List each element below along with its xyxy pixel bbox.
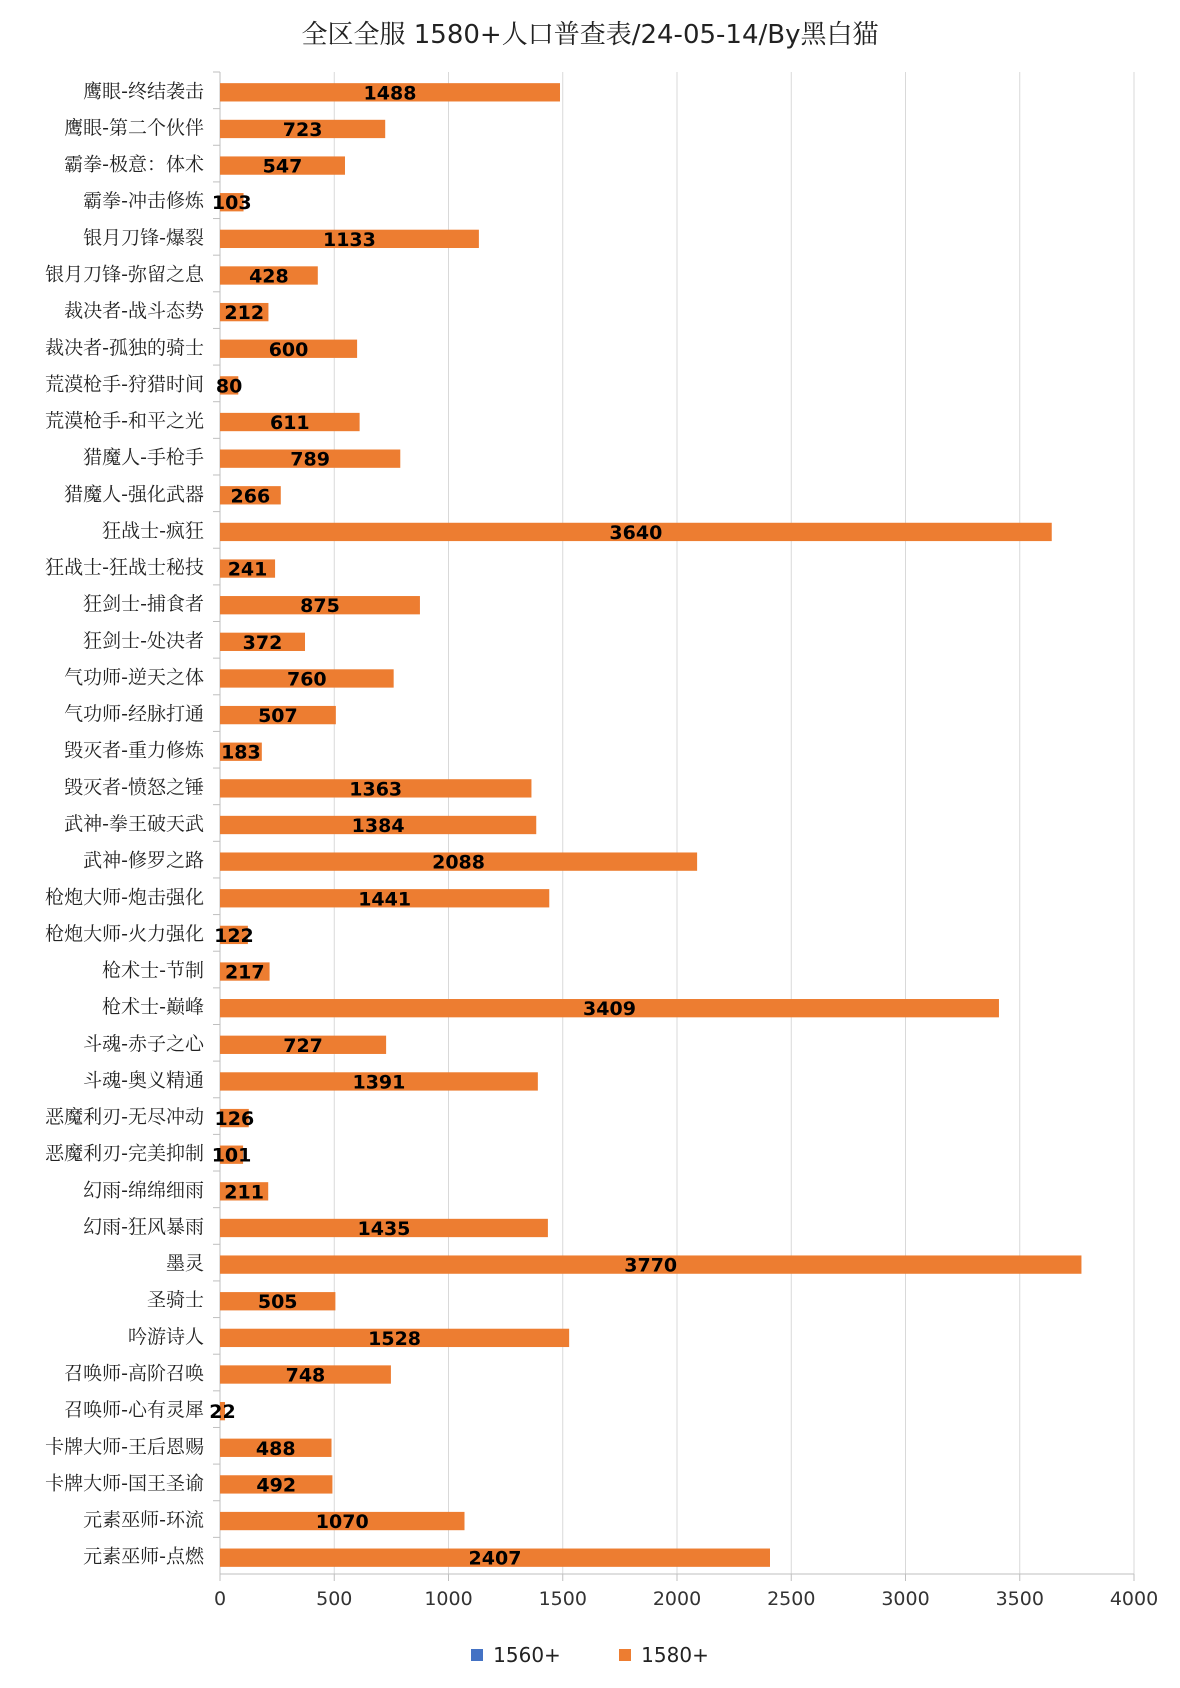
data-label-1580: 492 xyxy=(256,1474,297,1497)
data-label-1580: 122 xyxy=(214,924,254,947)
data-label-1580: 211 xyxy=(224,1181,264,1204)
data-label-1580: 2088 xyxy=(432,851,485,874)
category-label: 狂战士-狂战士秘技 xyxy=(45,556,204,579)
data-label-1580: 126 xyxy=(214,1108,255,1131)
data-label-1580: 547 xyxy=(262,155,303,178)
category-label: 猎魔人-手枪手 xyxy=(83,446,204,469)
category-label: 幻雨-绵绵细雨 xyxy=(83,1179,204,1202)
category-label: 猎魔人-强化武器 xyxy=(64,483,204,506)
x-tick-label-2000: 2000 xyxy=(652,1588,702,1610)
category-label: 枪术士-节制 xyxy=(102,959,204,982)
data-label-1580: 600 xyxy=(268,338,309,361)
data-label-1580: 2407 xyxy=(468,1547,522,1570)
chart-title: 全区全服 1580+人口普查表/24-05-14/By黑白猫 xyxy=(301,20,879,50)
category-label: 鹰眼-终结袭击 xyxy=(83,80,204,103)
category-label: 斗魂-奥义精通 xyxy=(83,1069,204,1092)
data-label-1580: 241 xyxy=(227,558,268,581)
data-label-1580: 611 xyxy=(269,412,310,435)
category-label: 霸拳-冲击修炼 xyxy=(83,190,204,213)
data-label-1580: 3640 xyxy=(609,521,663,544)
category-label: 召唤师-心有灵犀 xyxy=(64,1399,204,1422)
category-label: 枪术士-巅峰 xyxy=(102,996,204,1019)
data-label-1580: 3409 xyxy=(583,998,636,1021)
category-label: 圣骑士 xyxy=(146,1289,204,1312)
data-label-1580: 723 xyxy=(282,118,323,141)
data-label-1580: 1435 xyxy=(357,1217,411,1240)
data-label-1580: 212 xyxy=(224,302,265,325)
category-label: 恶魔利刃-无尽冲动 xyxy=(45,1106,204,1129)
legend-swatch-1560 xyxy=(471,1649,483,1661)
category-label: 银月刀锋-弥留之息 xyxy=(45,263,204,286)
x-tick-label-3500: 3500 xyxy=(995,1588,1044,1610)
legend-label-1560: 1560+ xyxy=(493,1643,561,1667)
data-label-1580: 266 xyxy=(230,485,271,508)
category-label: 斗魂-赤子之心 xyxy=(83,1032,204,1055)
data-label-1580: 1363 xyxy=(349,778,403,801)
category-label: 恶魔利刃-完美抑制 xyxy=(45,1142,204,1165)
category-label: 武神-修罗之路 xyxy=(83,849,204,872)
category-label: 荒漠枪手-狩猎时间 xyxy=(45,373,204,396)
legend xyxy=(0,1642,1180,1667)
category-label: 元素巫师-点燃 xyxy=(83,1545,204,1568)
legend-swatch-1580 xyxy=(619,1649,631,1661)
data-label-1580: 372 xyxy=(242,631,283,654)
category-label: 墨灵 xyxy=(165,1252,204,1275)
data-label-1580: 760 xyxy=(286,668,327,691)
data-label-1580: 789 xyxy=(290,448,330,471)
category-label: 荒漠枪手-和平之光 xyxy=(45,410,204,433)
category-label: 卡牌大师-国王圣谕 xyxy=(45,1472,204,1495)
category-label: 气功师-逆天之体 xyxy=(64,666,204,689)
category-label: 毁灭者-愤怒之锤 xyxy=(64,776,204,799)
category-label: 裁决者-孤独的骑士 xyxy=(45,336,204,359)
category-label: 气功师-经脉打通 xyxy=(64,703,204,726)
data-label-1580: 1391 xyxy=(352,1071,406,1094)
data-label-1580: 3770 xyxy=(624,1254,678,1277)
category-label: 卡牌大师-王后恩赐 xyxy=(45,1435,204,1458)
legend-item-1560[interactable] xyxy=(471,1643,561,1667)
data-label-1580: 1133 xyxy=(322,228,376,251)
category-label: 武神-拳王破天武 xyxy=(64,813,204,835)
data-label-1580: 1528 xyxy=(368,1327,422,1350)
category-label: 枪炮大师-炮击强化 xyxy=(45,886,204,909)
category-label: 幻雨-狂风暴雨 xyxy=(83,1215,204,1238)
category-label: 裁决者-战斗态势 xyxy=(64,300,204,323)
data-label-1580: 183 xyxy=(221,741,261,764)
data-label-1580: 727 xyxy=(283,1034,323,1057)
category-label: 霸拳-极意：体术 xyxy=(64,153,204,176)
data-label-1580: 488 xyxy=(255,1437,296,1460)
category-label: 鹰眼-第二个伙伴 xyxy=(64,116,204,139)
x-tick-label-1000: 1000 xyxy=(424,1588,473,1610)
legend-label-1580: 1580+ xyxy=(641,1643,709,1667)
x-tick-label-1500: 1500 xyxy=(538,1588,587,1610)
data-label-1580: 875 xyxy=(300,595,340,618)
data-label-1580: 103 xyxy=(211,192,252,215)
data-label-1580: 1441 xyxy=(358,888,412,911)
x-tick-label-3000: 3000 xyxy=(881,1588,930,1610)
data-label-1580: 748 xyxy=(285,1364,326,1387)
data-label-1580: 22 xyxy=(209,1401,236,1424)
x-tick-label-4000: 4000 xyxy=(1109,1588,1159,1610)
data-label-1580: 1488 xyxy=(363,82,417,105)
data-label-1580: 1070 xyxy=(315,1511,369,1534)
category-label: 狂剑士-处决者 xyxy=(83,629,204,652)
data-label-1580: 80 xyxy=(215,375,243,398)
category-label: 元素巫师-环流 xyxy=(83,1509,204,1532)
data-label-1580: 101 xyxy=(211,1144,252,1167)
legend-item-1580[interactable] xyxy=(619,1643,709,1667)
x-tick-label-2500: 2500 xyxy=(767,1588,816,1610)
category-label: 枪炮大师-火力强化 xyxy=(45,922,204,945)
data-label-1580: 1384 xyxy=(351,815,405,837)
data-label-1580: 428 xyxy=(249,265,289,288)
category-label: 狂剑士-捕食者 xyxy=(83,593,204,616)
data-label-1580: 217 xyxy=(224,961,265,984)
x-tick-label-0: 0 xyxy=(213,1588,227,1610)
x-tick-label-500: 500 xyxy=(316,1588,353,1610)
data-label-1580: 507 xyxy=(258,705,298,728)
category-label: 毁灭者-重力修炼 xyxy=(64,739,204,762)
data-label-1580: 505 xyxy=(257,1291,298,1314)
category-label: 召唤师-高阶召唤 xyxy=(64,1362,204,1385)
category-label: 吟游诗人 xyxy=(127,1325,204,1348)
category-label: 狂战士-疯狂 xyxy=(102,519,204,542)
category-label: 银月刀锋-爆裂 xyxy=(83,226,204,249)
